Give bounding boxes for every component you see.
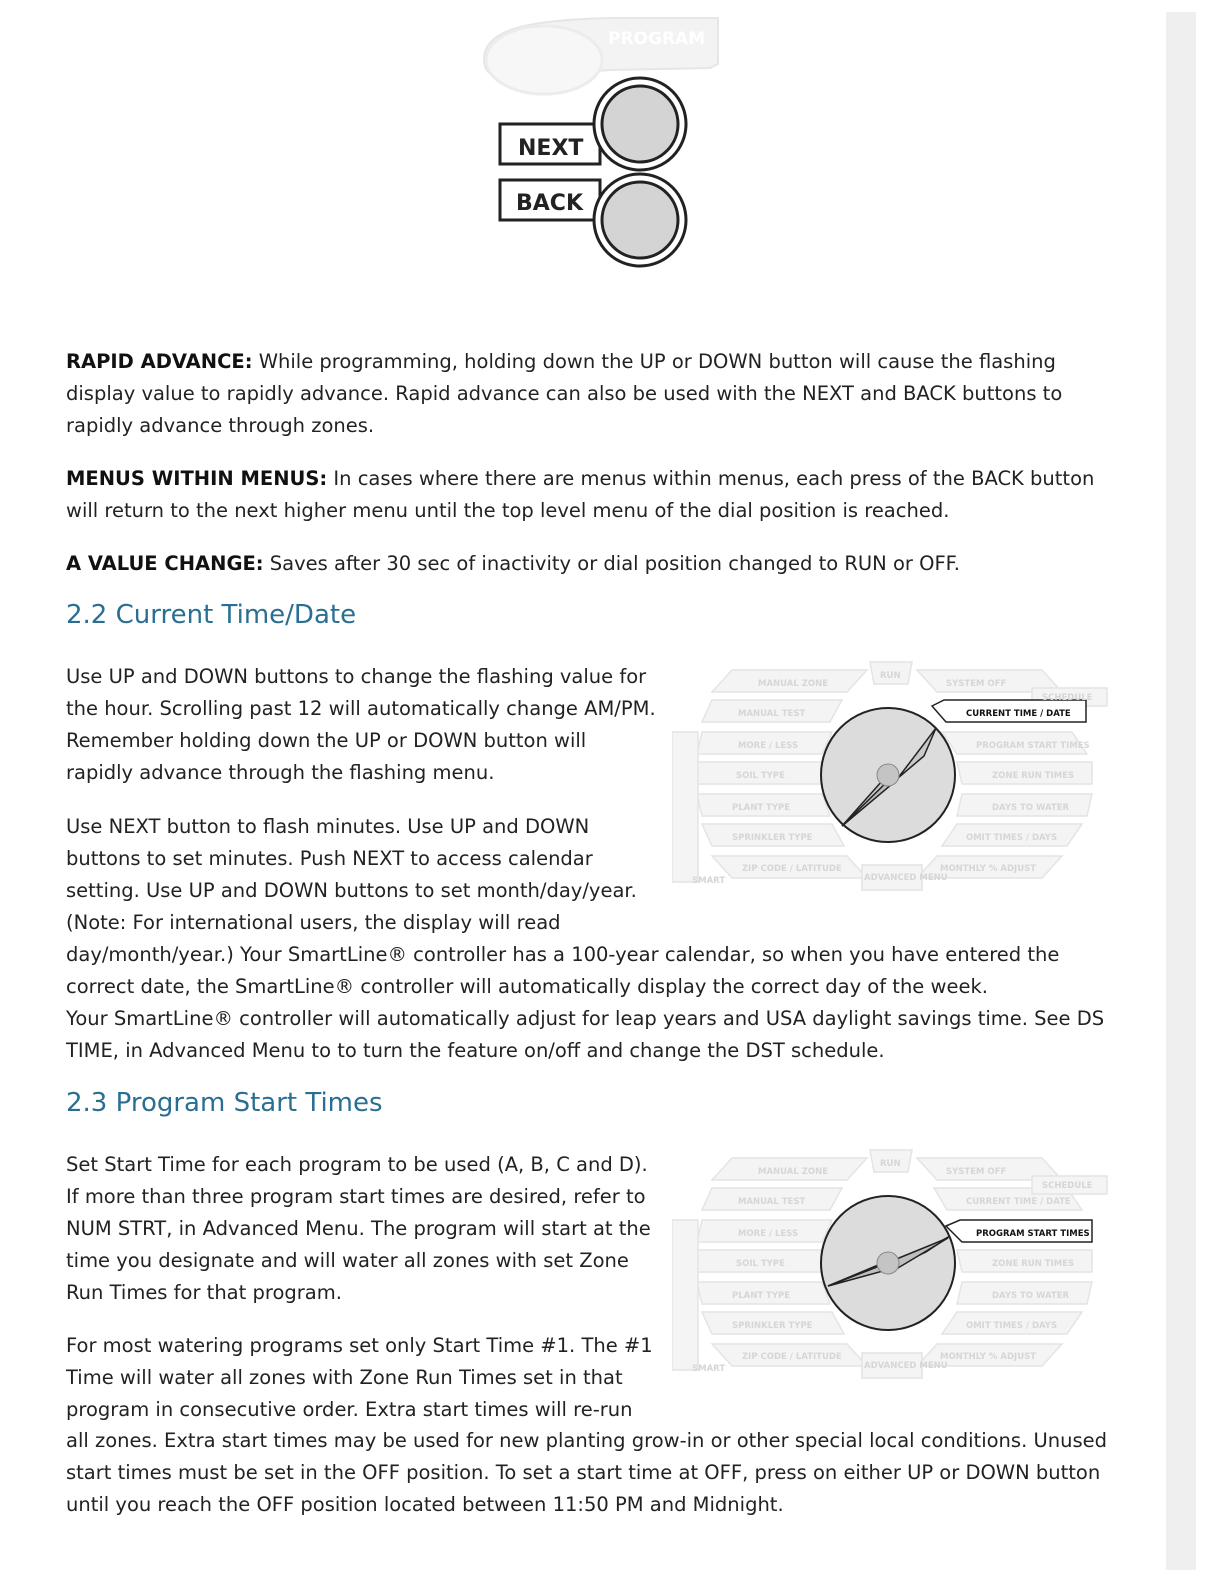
dial-label-sprinkler-type: SPRINKLER TYPE [732,833,813,843]
dial-label-schedule: SCHEDULE [1042,693,1093,703]
dial-label-monthly-adjust: MONTHLY % ADJUST [940,1352,1037,1362]
current-time-para-4: Your SmartLine® controller will automatically adjust for leap years and USA daylight savings time. See DS TIME, in Advanced Menu to to turn the feature on/off and change the DST schedule. [66,1007,1105,1062]
next-label: NEXT [518,136,584,161]
dial-label-smart: SMART [692,876,726,886]
dial-label-plant-type: PLANT TYPE [732,803,791,813]
menus-text: In cases where there are menus within menus, each press of the BACK button will return to the next higher menu until the top level menu of the dial position is reached. [66,467,1095,522]
menus-term: MENUS WITHIN MENUS: [66,467,328,490]
program-start-para-1: Set Start Time for each program to be used (A, B, C and D). If more than three program start times are desired, refer to NUM STRT, in Advanced Menu. The program will start at the time you designate and will water all zones with set Zone Run Times for that program. [66,1153,651,1304]
dial-label-program-start-times-active: PROGRAM START TIMES [976,1229,1090,1239]
back-label: BACK [516,191,583,216]
program-start-para-2: For most watering programs set only Start Time #1. The #1 Time will water all zones with Zone Run Times set in that program in consecutive order. Extra start times will re-run [66,1334,653,1421]
rapid-advance-text: While programming, holding down the UP or DOWN button will cause the flashing display value to rapidly advance. Rapid advance can also be used with the NEXT and BACK buttons to rapidly advance through zones. [66,350,1063,437]
dial-label-soil-type: SOIL TYPE [736,771,785,781]
back-button[interactable] [602,182,678,258]
dial-label-program-start-times: PROGRAM START TIMES [976,741,1090,751]
dial-label-days-to-water: DAYS TO WATER [992,1291,1070,1301]
dial-label-run: RUN [880,671,901,681]
dial-label-days-to-water: DAYS TO WATER [992,803,1070,813]
dial-label-run: RUN [880,1159,901,1169]
dial-label-more-less: MORE / LESS [738,741,799,751]
dial-label-omit-times: OMIT TIMES / DAYS [966,1321,1058,1331]
next-button[interactable] [602,86,678,162]
dial-label-zone-run-times: ZONE RUN TIMES [992,1259,1075,1269]
dial-label-current-time: CURRENT TIME / DATE [966,1197,1071,1207]
current-time-para-3: day/month/year.) Your SmartLine® controller has a 100-year calendar, so when you have entered the correct date, the SmartLine® controller will automatically display the correct day of the week. [66,943,1060,998]
dial-label-soil-type: SOIL TYPE [736,1259,785,1269]
value-change-text: Saves after 30 sec of inactivity or dial position changed to RUN or OFF. [263,552,960,575]
dial-label-smart: SMART [692,1364,726,1374]
dial-label-zone-run-times: ZONE RUN TIMES [992,771,1075,781]
program-button[interactable] [486,26,602,94]
dial-label-zip-code: ZIP CODE / LATITUDE [742,864,842,874]
section-heading-current-time: 2.2 Current Time/Date [66,600,357,630]
dial-label-manual-test: MANUAL TEST [738,1197,806,1207]
current-time-para-2: Use NEXT button to flash minutes. Use UP and DOWN buttons to set minutes. Push NEXT to access calendar setting. Use UP and DOWN buttons to set month/day/year. (Note: For international users, the display will read [66,815,637,934]
dial-figure-program-start [672,1148,1112,1384]
rapid-advance-paragraph [66,346,1126,442]
dial-label-current-time: CURRENT TIME / DATE [966,709,1071,719]
dial-label-schedule: SCHEDULE [1042,1181,1093,1191]
dial-label-zip-code: ZIP CODE / LATITUDE [742,1352,842,1362]
program-buttons-figure [470,14,730,274]
menus-paragraph [66,463,1126,527]
dial-figure-current-time [672,660,1112,896]
dial-label-monthly-adjust: MONTHLY % ADJUST [940,864,1037,874]
current-time-para-1: Use UP and DOWN buttons to change the flashing value for the hour. Scrolling past 12 will automatically change AM/PM. Remember holding down the UP or DOWN button will rapidly advance through the flashing menu. [66,665,656,784]
dial-label-sprinkler-type: SPRINKLER TYPE [732,1321,813,1331]
dial-label-more-less: MORE / LESS [738,1229,799,1239]
dial-label-system-off: SYSTEM OFF [946,679,1007,689]
dial-label-manual-test: MANUAL TEST [738,709,806,719]
program-label: PROGRAM [608,29,706,49]
dial-label-manual-zone: MANUAL ZONE [758,679,829,689]
dial-label-system-off: SYSTEM OFF [946,1167,1007,1177]
rapid-advance-term: RAPID ADVANCE: [66,350,253,373]
value-change-term: A VALUE CHANGE: [66,552,264,575]
dial-label-omit-times: OMIT TIMES / DAYS [966,833,1058,843]
scrollbar[interactable] [1166,12,1196,1570]
dial-label-plant-type: PLANT TYPE [732,1291,791,1301]
dial-label-advanced-menu: ADVANCED MENU [864,1361,948,1371]
program-start-para-3: all zones. Extra start times may be used for new planting grow-in or other special local conditions. Unused start times must be set in the OFF position. To set a start time at OFF, press on either UP or DOWN button until you reach the OFF position located between 11:50 PM and Midnight. [66,1429,1107,1516]
dial-label-advanced-menu: ADVANCED MENU [864,873,948,883]
dial-label-manual-zone: MANUAL ZONE [758,1167,829,1177]
value-change-paragraph [66,548,1126,580]
section-heading-program-start: 2.3 Program Start Times [66,1088,383,1118]
